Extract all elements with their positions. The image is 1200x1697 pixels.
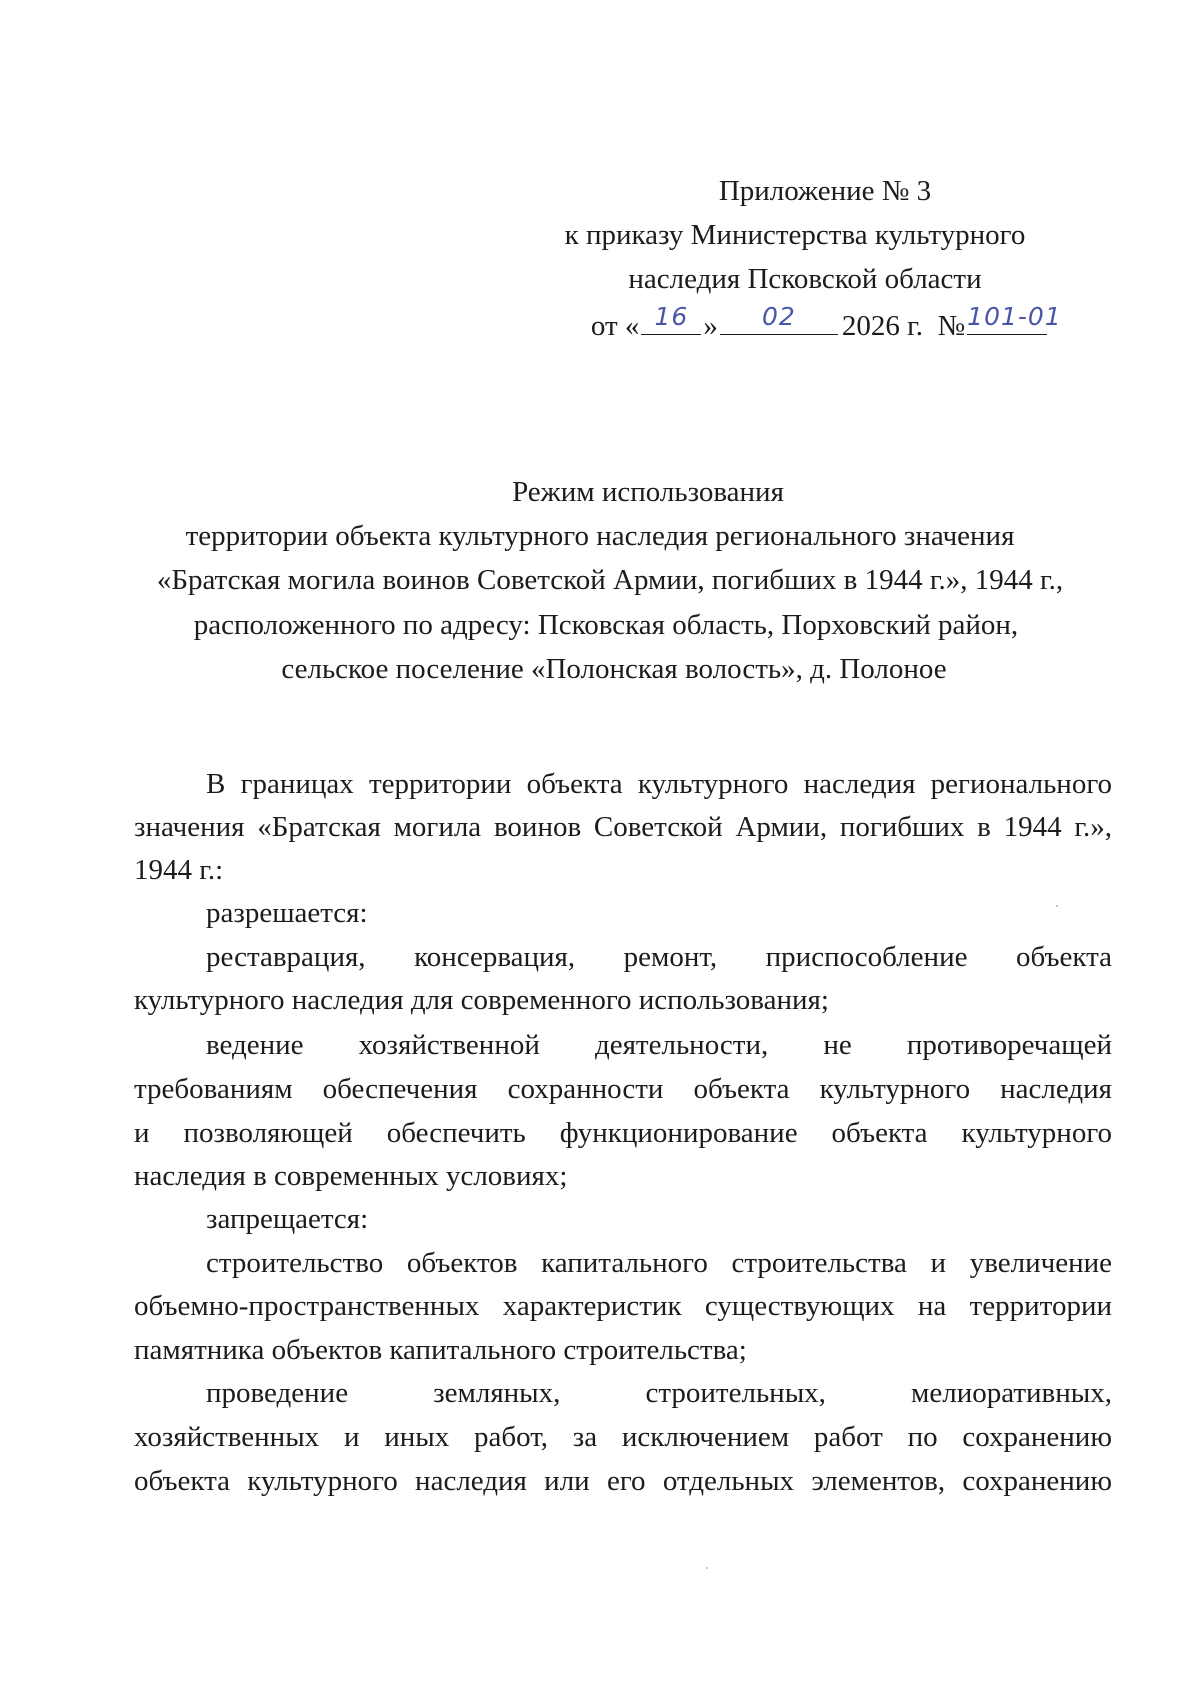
appendix-order-ref: к приказу Министерства культурного — [564, 219, 1026, 251]
handwritten-number: 101-01 — [967, 302, 1062, 331]
scan-speck — [706, 1567, 708, 1569]
prohibited-item-2-line-3: объекта культурного наследия или его отдельных элементов, сохранению — [134, 1465, 1112, 1497]
date-day-blank — [641, 304, 701, 335]
title-line-2: территории объекта культурного наследия регионального значения — [185, 520, 1015, 552]
title-line-3: «Братская могила воинов Советской Армии, погибших в 1944 г.», 1944 г., — [156, 564, 1064, 596]
allowed-item-1-line-1: реставрация, консервация, ремонт, приспособление объекта — [206, 941, 1112, 973]
handwritten-day: 16 — [654, 302, 689, 331]
number-blank — [967, 302, 1062, 335]
scan-speck — [1056, 905, 1058, 907]
prohibited-item-2-line-1: проведение земляных, строительных, мелиоративных, — [206, 1377, 1112, 1409]
intro-line-1: В границах территории объекта культурного наследия регионального — [206, 768, 1112, 800]
prohibited-item-1-line-3: памятника объектов капитального строительства; — [134, 1334, 747, 1366]
prohibited-item-2-line-2: хозяйственных и иных работ, за исключением работ по сохранению — [134, 1421, 1112, 1453]
title-line-4: расположенного по адресу: Псковская область, Порховский район, — [193, 609, 1019, 641]
prohibited-heading: запрещается: — [206, 1203, 369, 1235]
date-month-blank — [720, 304, 838, 335]
intro-line-2: значения «Братская могила воинов Советской Армии, погибших в 1944 г.», — [134, 811, 1112, 843]
allowed-item-2-line-4: наследия в современных условиях; — [134, 1160, 568, 1192]
appendix-number: Приложение № 3 — [718, 175, 932, 207]
allowed-item-2-line-2: требованиям обеспечения сохранности объекта культурного наследия — [134, 1073, 1112, 1105]
appendix-ministry: наследия Псковской области — [628, 263, 982, 295]
handwritten-month: 02 — [761, 302, 796, 331]
document-title: Режим использования — [512, 476, 784, 508]
date-quote-close: » — [703, 310, 718, 342]
appendix-date-number — [524, 304, 1114, 344]
allowed-item-1-line-2: культурного наследия для современного использования; — [134, 984, 829, 1016]
allowed-heading: разрешается: — [206, 897, 368, 929]
date-year: 2026 г. — [841, 310, 923, 342]
intro-line-3: 1944 г.: — [134, 854, 224, 886]
date-prefix: от « — [590, 310, 640, 342]
allowed-item-2-line-1: ведение хозяйственной деятельности, не противоречащей — [206, 1029, 1112, 1061]
title-line-5: сельское поселение «Полонская волость», д. Полоное — [281, 653, 947, 685]
prohibited-item-1-line-1: строительство объектов капитального строительства и увеличение — [206, 1247, 1112, 1279]
number-label: № — [937, 310, 966, 342]
allowed-item-2-line-3: и позволяющей обеспечить функционирование объекта культурного — [134, 1117, 1112, 1149]
prohibited-item-1-line-2: объемно-пространственных характеристик существующих на территории — [134, 1290, 1112, 1322]
